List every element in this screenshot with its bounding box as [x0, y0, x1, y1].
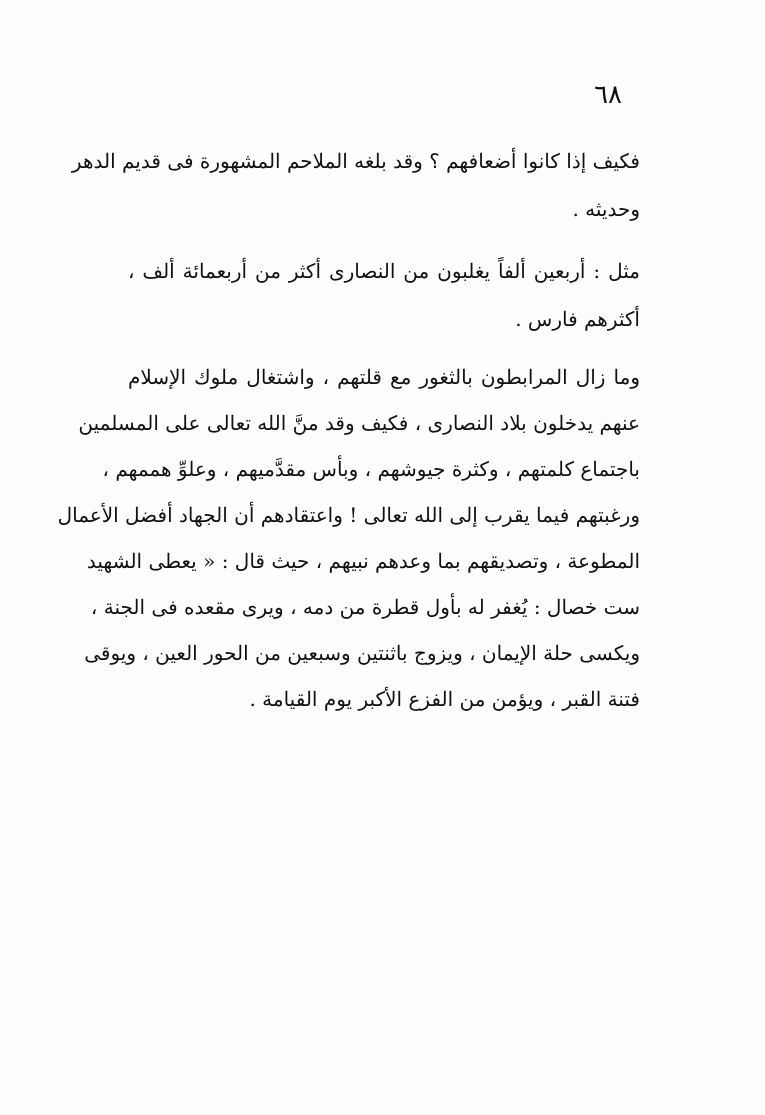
text-line: مثل : أربعين ألفاً يغلبون من النصارى أكثر من أربعمائة ألف ،	[128, 259, 640, 283]
text-line: ست خصال : يُغفر له بأول قطرة من دمه ، ويرى مقعده فى الجنة ،	[90, 595, 640, 619]
text-line: أكثرهم فارس .	[515, 307, 640, 331]
text-line: ويكسى حلة الإيمان ، ويزوج باثنتين وسبعين من الحور العين ، ويوقى	[84, 641, 640, 665]
page-number: ٦٨	[594, 80, 622, 110]
text-line: فكيف إذا كانوا أضعافهم ؟ وقد بلغه الملاحم المشهورة فى قديم الدهر	[71, 149, 640, 173]
text-line: المطوعة ، وتصديقهم بما وعدهم نبيهم ، حيث قال : « يعطى الشهيد	[86, 549, 640, 573]
text-line: باجتماع كلمتهم ، وكثرة جيوشهم ، وبأس مقدَّميهم ، وعلوِّ هممهم ،	[102, 457, 640, 481]
text-line: فتنة القبر ، ويؤمن من الفزع الأكبر يوم القيامة .	[249, 687, 640, 711]
text-line: ورغبتهم فيما يقرب إلى الله تعالى ! واعتقادهم أن الجهاد أفضل الأعمال	[57, 503, 640, 527]
text-line: عنهم يدخلون بلاد النصارى ، فكيف وقد منَّ الله تعالى على المسلمين	[78, 411, 640, 435]
text-line: وحديثه .	[572, 197, 640, 221]
text-line: وما زال المرابطون بالثغور مع قلتهم ، واشتغال ملوك الإسلام	[128, 365, 640, 389]
